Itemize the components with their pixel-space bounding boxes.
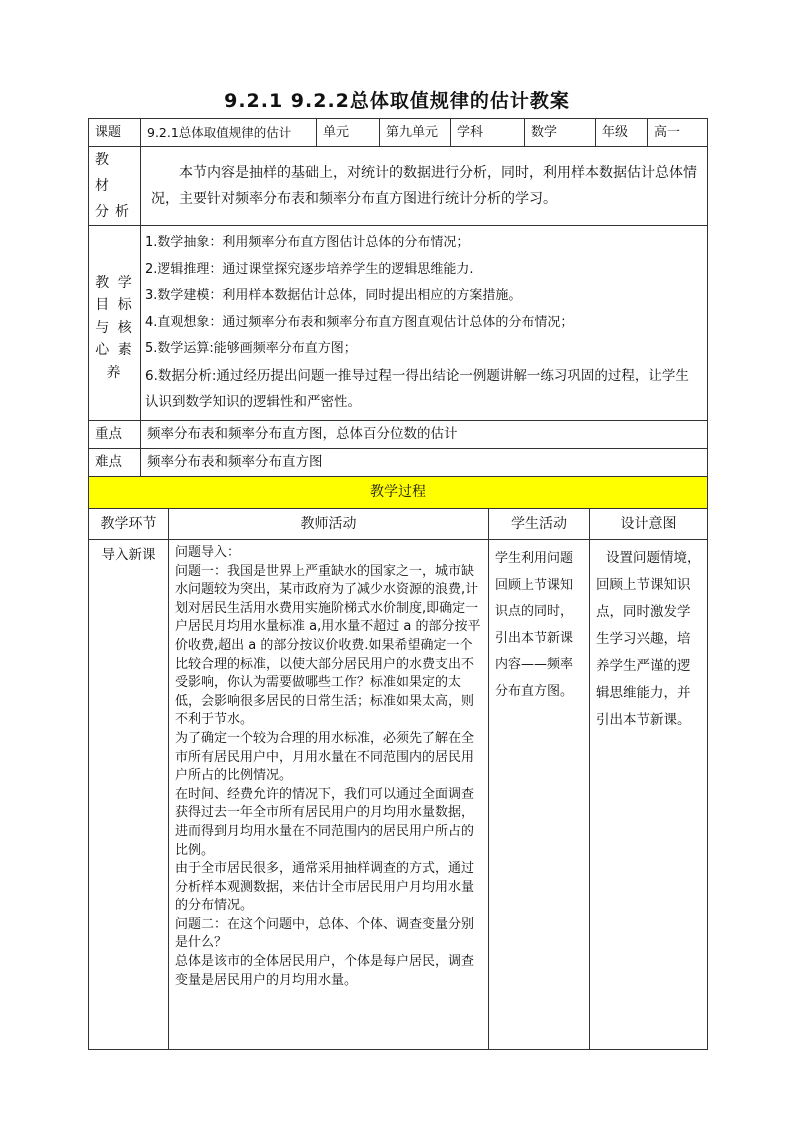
teacher-paragraph: 为了确定一个较为合理的用水标准，必须先了解在全市所有居民用户中，月用水量在不同范围内的居民用户所占的比例情况。 [175, 730, 475, 784]
grade-label: 年级 [596, 119, 648, 147]
goal-item: 1.数学抽象：利用频率分布直方图估计总体的分布情况； [145, 235, 470, 250]
student-activity: 学生利用问题回顾上节课知识点的同时，引出本节新课内容——频率分布直方图。 [489, 540, 590, 1050]
difficulties-row [89, 448, 708, 476]
key-points-label: 重点 [89, 420, 141, 448]
analysis-label: 教 材 分析 [89, 147, 141, 226]
column-header-stage: 教学环节 [89, 509, 169, 540]
goals-row [89, 226, 708, 421]
subject-value: 数学 [525, 119, 596, 147]
design-intent: 设置问题情境，回顾上节课知识点，同时激发学生学习兴趣，培养学生严谨的逻辑思维能力，并引出本节新课。 [590, 540, 708, 1050]
goal-item: 2.逻辑推理：通过课堂探究逐步培养学生的逻辑思维能力. [145, 261, 474, 277]
goal-item: 4.直观想象：通过频率分布表和频率分布直方图直观估计总体的分布情况； [145, 314, 574, 330]
grade-value: 高一 [648, 119, 708, 147]
process-header: 教学过程 [89, 477, 708, 509]
unit-label: 单元 [317, 119, 380, 147]
teacher-activity [169, 540, 489, 1050]
info-row [89, 119, 708, 147]
teacher-paragraph: 问题导入： [175, 545, 241, 560]
document-title: 9.2.1 9.2.2总体取值规律的估计教案 [224, 90, 570, 112]
subject-label: 学科 [451, 119, 525, 147]
teacher-paragraph: 由于全市居民很多，通常采用抽样调查的方式，通过分析样本观测数据，来估计全市居民用户月均用水量的分布情况。 [175, 861, 475, 914]
goal-item: 3.数学建模：利用样本数据估计总体，同时提出相应的方案措施。 [145, 288, 522, 303]
goal-item: 5.数学运算:能够画频率分布直方图； [145, 341, 357, 356]
key-points-text: 频率分布表和频率分布直方图，总体百分位数的估计 [141, 420, 708, 448]
column-header-teacher: 教师活动 [169, 509, 489, 540]
difficulties-label: 难点 [89, 448, 141, 476]
process-columns-row [89, 509, 708, 540]
process-table [88, 476, 708, 1050]
teacher-paragraph: 问题二：在这个问题中，总体、个体、调查变量分别是什么？ [175, 916, 475, 951]
goals-list [141, 226, 708, 421]
key-points-row [89, 420, 708, 448]
analysis-row [89, 147, 708, 226]
analysis-text: 本节内容是抽样的基础上，对统计的数据进行分析，同时，利用样本数据估计总体情况，主要针对频率分布表和频率分布直方图进行统计分析的学习。 [141, 147, 708, 226]
process-header-row [89, 477, 708, 509]
teacher-paragraph: 在时间、经费允许的情况下，我们可以通过全面调查获得过去一年全市所有居民用户的月均用水量数据，进而得到月均用水量在不同范围内的居民用户所占的比例。 [175, 786, 475, 858]
unit-value: 第九单元 [380, 119, 451, 147]
process-row [89, 540, 708, 1050]
teacher-paragraph: 问题一：我国是世界上严重缺水的国家之一，城市缺水问题较为突出，某市政府为了减少水资源的浪费,计划对居民生活用水费用实施阶梯式水价制度,即确定一户居民月均用水量标准 a,用水量不超过 a 的部分按平价收费,超出 a 的部分按议价收费.如果希望确定一个比较合理的标准，以使大部分居民用户的水费支出不受影响，你认为需要做哪些工作？标准如果定的太低，会影响很多居民的日常生活；标准如果太高，则不利于节水。 [175, 563, 481, 728]
column-header-student: 学生活动 [489, 509, 590, 540]
goals-label: 教 学 目 标 与 核 心 素 养 [89, 226, 141, 421]
column-header-design: 设计意图 [590, 509, 708, 540]
teacher-paragraph: 总体是该市的全体居民用户，个体是每户居民，调查变量是居民用户的月均用水量。 [175, 954, 475, 988]
course-label: 课题 [89, 119, 141, 147]
info-table [88, 118, 708, 477]
goal-item: 6.数据分析:通过经历提出问题一推导过程一得出结论一例题讲解一练习巩固的过程，让学生认识到数学知识的逻辑性和严密性。 [145, 367, 689, 410]
course-value: 9.2.1总体取值规律的估计 [141, 119, 317, 147]
difficulties-text: 频率分布表和频率分布直方图 [141, 448, 708, 476]
stage-cell: 导入新课 [89, 540, 169, 1050]
